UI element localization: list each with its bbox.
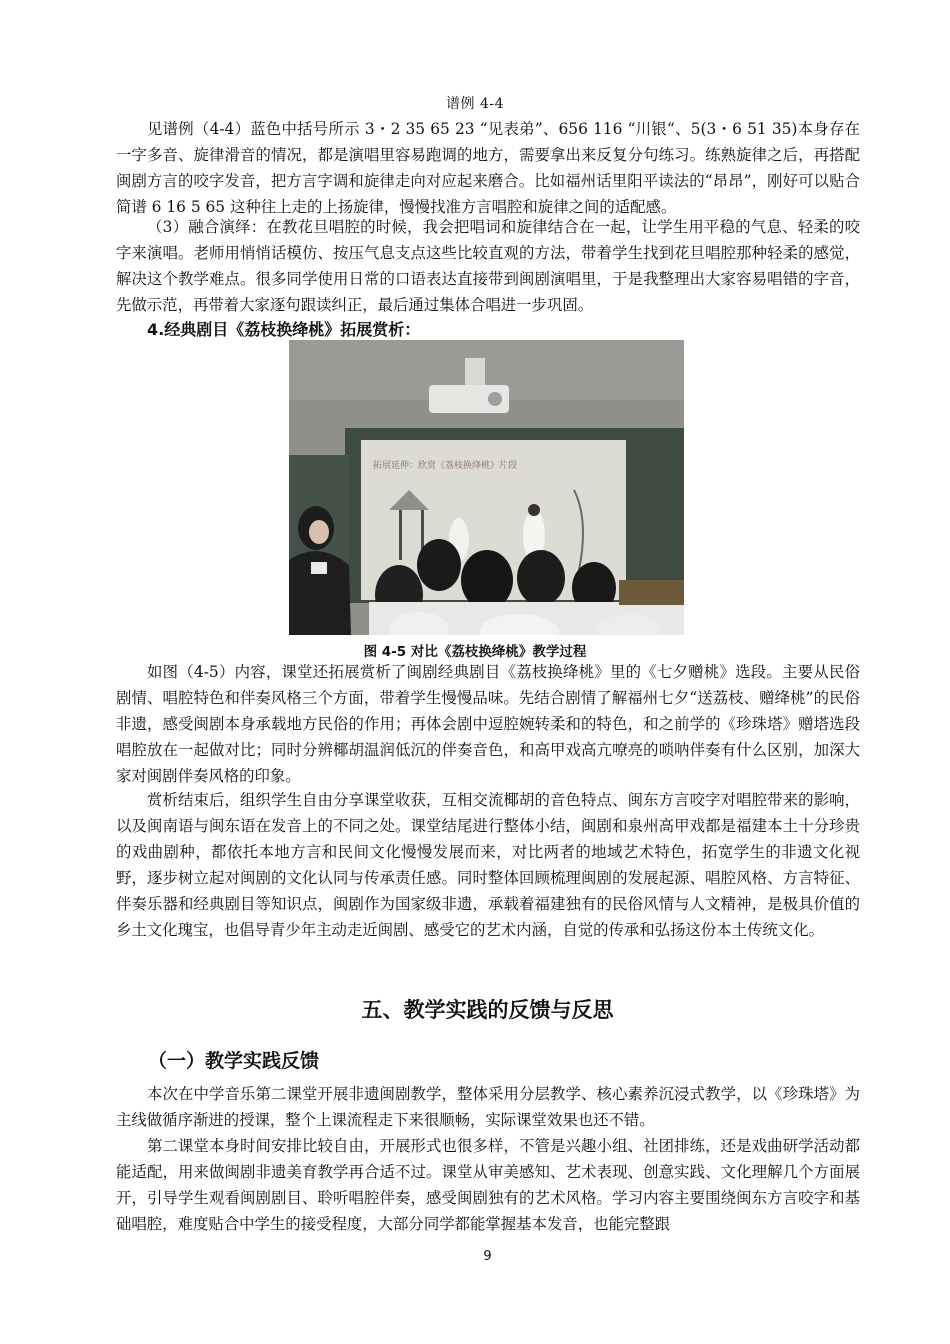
- paragraph-score-analysis: 见谱例（4-4）蓝色中括号所示 3・2 35 65 23 “见表弟”、656 116 “川银“、5(3・6 51 35)本身存在一字多音、旋律滑音的情况，都是演唱里容易跑调的地方，需要拿出来反复分句练习。练熟旋律之后，再搭配闽剧方言的咬字发音，把方言字调和旋律走向对应起来磨合。比如福州话里阳平读法的“昂昂”，刚好可以贴合简谱 6 16 5 65 这种往上走的上扬旋律，慢慢找准方言唱腔和旋律之间的适配感。: [116, 120, 860, 216]
- subheading-classic-repertoire: 4.经典剧目《荔枝换绛桃》拓展赏析：: [147, 320, 421, 339]
- page-number: 9: [483, 1249, 492, 1264]
- classroom-photo: [289, 340, 684, 635]
- figure-caption: 图 4-5 对比《荔枝换绛桃》教学过程: [363, 644, 587, 660]
- paragraph-summary: 赏析结束后，组织学生自由分享课堂收获，互相交流椰胡的音色特点、闽东方言咬字对唱腔带来的影响，以及闽南语与闽东语在发音上的不同之处。课堂结尾进行整体小结，闽剧和泉州高甲戏都是福建本土十分珍贵的戏曲剧种，都依托本地方言和民间文化慢慢发展而来，对比两者的地域艺术特色，拓宽学生的非遗文化视野，逐步树立起对闽剧的文化认同与传承责任感。同时整体回顾梳理闽剧的发展起源、唱腔风格、方言特征、伴奏乐器和经典剧目等知识点，闽剧作为国家级非遗，承载着福建独有的民俗风情与人文精神，是极具价值的乡土文化瑰宝，也倡导青少年主动走近闽剧、感受它的艺术内涵，自觉的传承和弘扬这份本土传统文化。: [116, 791, 860, 939]
- paragraph-fusion-performance: （3）融合演绎：在教花旦唱腔的时候，我会把唱词和旋律结合在一起，让学生用平稳的气息、轻柔的咬字来演唱。老师用悄悄话模仿、按压气息支点这些比较直观的方法，带着学生找到花旦唱腔那种轻柔的感觉，解决这个教学难点。很多同学使用日常的口语表达直接带到闽剧演唱里，于是我整理出大家容易唱错的字音，先做示范，再带着大家逐句跟读纠正，最后通过集体合唱进一步巩固。: [116, 218, 860, 314]
- paragraph-feedback-intro: 本次在中学音乐第二课堂开展非遗闽剧教学，整体采用分层教学、核心素养沉浸式教学，以《珍珠塔》为主线做循序渐进的授课，整个上课流程走下来很顺畅，实际课堂效果也还不错。: [116, 1085, 860, 1129]
- paragraph-appreciation: 如图（4-5）内容，课堂还拓展赏析了闽剧经典剧目《荔枝换绛桃》里的《七夕赠桃》选段。主要从民俗剧情、唱腔特色和伴奏风格三个方面，带着学生慢慢品味。先结合剧情了解福州七夕“送荔枝、赠绛桃”的民俗非遗，感受闽剧本身承载地方民俗的作用；再体会剧中逗腔婉转柔和的特色，和之前学的《珍珠塔》赠塔选段唱腔放在一起做对比；同时分辨椰胡温润低沉的伴奏音色，和高甲戏高亢嘹亮的唢呐伴奏有什么区别，加深大家对闽剧伴奏风格的印象。: [116, 663, 860, 785]
- section-title: 五、教学实践的反馈与反思: [361, 998, 614, 1022]
- subsection-title: （一）教学实践反馈: [148, 1050, 320, 1072]
- screen-title-text: 拓展延伸：欣赏《荔枝换绛桃》片段: [373, 461, 518, 471]
- score-example-caption: 谱例 4-4: [446, 96, 504, 112]
- paragraph-feedback-detail: 第二课堂本身时间安排比较自由，开展形式也很多样，不管是兴趣小组、社团排练，还是戏曲研学活动都能适配，用来做闽剧非遗美育教学再合适不过。课堂从审美感知、艺术表现、创意实践、文化理解几个方面展开，引导学生观看闽剧剧目、聆听唱腔伴奏，感受闽剧独有的艺术风格。学习内容主要围绕闽东方言咬字和基础唱腔，难度贴合中学生的接受程度，大部分同学都能掌握基本发音，也能完整跟: [116, 1137, 860, 1233]
